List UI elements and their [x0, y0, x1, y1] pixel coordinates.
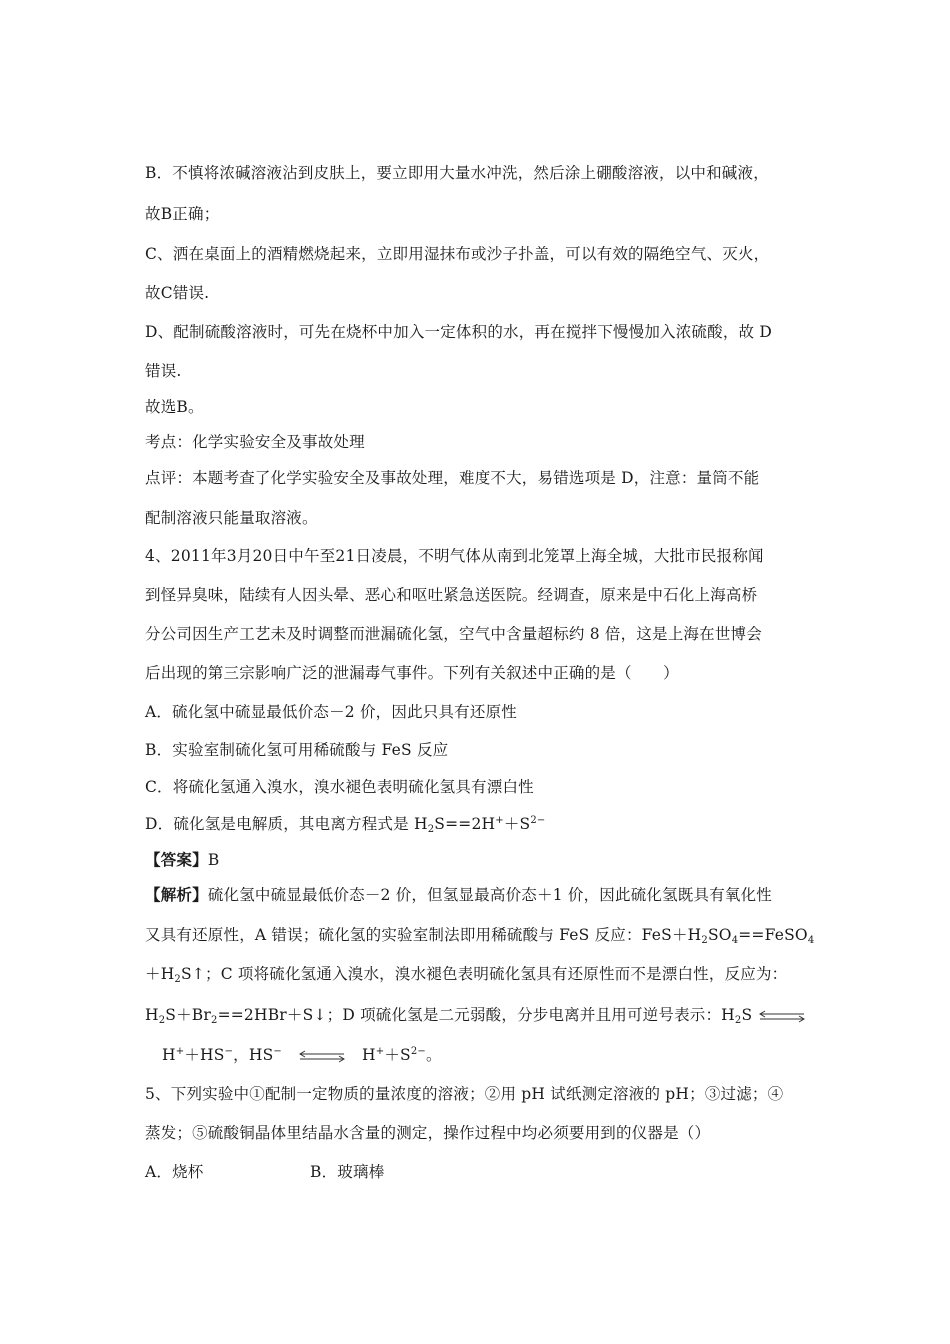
- text-line: 故C错误.: [145, 284, 210, 302]
- option-b: B．玻璃棒: [310, 1163, 385, 1181]
- subscript: 2: [427, 824, 435, 835]
- text-line: 点评：本题考查了化学实验安全及事故处理，难度不大，易错选项是 D，注意：量筒不能: [145, 469, 760, 487]
- analysis-text: ==FeSO: [738, 926, 808, 944]
- answer-label: 【答案】: [145, 850, 208, 869]
- analysis-text: ，HS: [233, 1046, 274, 1064]
- analysis-label: 【解析】: [145, 885, 208, 904]
- superscript: +: [495, 815, 504, 826]
- analysis-line: [145, 1005, 815, 1025]
- analysis-text: H: [162, 1046, 176, 1064]
- subscript: 2: [158, 1015, 166, 1026]
- option-d-text: S==2H: [434, 815, 496, 833]
- analysis-text: ＋HS: [184, 1046, 225, 1064]
- option-d: [145, 814, 815, 834]
- reversible-arrow-icon: [758, 1009, 806, 1023]
- subscript: 2: [734, 1015, 742, 1026]
- question-4-line: 后出现的第三宗影响广泛的泄漏毒气事件。下列有关叙述中正确的是（ ）: [145, 664, 679, 682]
- superscript: +: [375, 1046, 385, 1057]
- question-5-line: 5、下列实验中①配制一定物质的量浓度的溶液；②用 pH 试纸测定溶液的 pH；③过滤；④: [145, 1085, 784, 1103]
- analysis-line: [145, 885, 815, 905]
- analysis-text: 又具有还原性，A 错误；硫化氢的实验室制法即用稀硫酸与 FeS 反应：FeS＋H: [145, 926, 702, 944]
- analysis-text: 。: [426, 1046, 442, 1064]
- question-4-line: 到怪异臭味，陆续有人因头晕、恶心和呕吐紧急送医院。经调查，原来是中石化上海高桥: [145, 586, 758, 604]
- text-line: 配制溶液只能量取溶液。: [145, 509, 318, 527]
- text-line: 考点：化学实验安全及事故处理: [145, 433, 365, 451]
- option-d-text: ＋S: [503, 815, 531, 833]
- analysis-text: ＋S: [384, 1046, 411, 1064]
- question-4-line: 4、2011年3月20日中午至21日凌晨，不明气体从南到北笼罩上海全城，大批市民报称闻: [145, 547, 764, 565]
- subscript: 2: [211, 1015, 218, 1026]
- answer-line: [145, 850, 815, 870]
- analysis-line: [145, 925, 815, 945]
- option-b: B．实验室制硫化氢可用稀硫酸与 FeS 反应: [145, 741, 449, 759]
- analysis-line: [145, 964, 815, 984]
- option-a: A．硫化氢中硫显最低价态－2 价，因此只具有还原性: [145, 703, 517, 721]
- analysis-text: S↑；C 项将硫化氢通入溴水，溴水褪色表明硫化氢具有还原性而不是漂白性，反应为：: [180, 965, 788, 983]
- analysis-text: H: [362, 1046, 376, 1064]
- question-5-options: [145, 1162, 815, 1182]
- question-5-line: 蒸发；⑤硫酸铜晶体里结晶水含量的测定，操作过程中均必须要用到的仪器是（）: [145, 1124, 711, 1142]
- analysis-text: SO: [707, 926, 732, 944]
- text-line: 故选B。: [145, 398, 204, 416]
- analysis-text: H: [145, 1006, 159, 1024]
- answer-value: B: [207, 851, 220, 869]
- text-line: C、洒在桌面上的酒精燃烧起来，立即用湿抹布或沙子扑盖，可以有效的隔绝空气、灭火，: [145, 245, 770, 263]
- superscript: −: [224, 1046, 234, 1057]
- subscript: 4: [807, 935, 815, 946]
- analysis-text: S＋Br: [165, 1006, 211, 1024]
- superscript: 2−: [410, 1046, 426, 1057]
- text-line: B．不慎将浓碱溶液沾到皮肤上，要立即用大量水冲洗，然后涂上硼酸溶液，以中和碱液，: [145, 164, 769, 182]
- text-line: D、配制硫酸溶液时，可先在烧杯中加入一定体积的水，再在搅拌下慢慢加入浓硫酸，故 D: [145, 323, 772, 341]
- reversible-arrow-icon: [298, 1049, 346, 1063]
- superscript: +: [175, 1046, 185, 1057]
- subscript: 2: [701, 935, 708, 946]
- analysis-text: 硫化氢中硫显最低价态－2 价，但氢显最高价态＋1 价，因此硫化氢既具有氧化性: [207, 886, 772, 904]
- text-line: 故B正确；: [145, 205, 220, 223]
- option-d-text: D．硫化氢是电解质，其电离方程式是 H: [145, 815, 428, 833]
- analysis-text: ==2HBr＋S↓；D 项硫化氢是二元弱酸，分步电离并且用可逆号表示：H: [217, 1006, 735, 1024]
- text-line: 错误.: [145, 362, 182, 380]
- superscript: 2−: [530, 815, 546, 826]
- question-4-line: 分公司因生产工艺未及时调整而泄漏硫化氢，空气中含量超标约 8 倍，这是上海在世博会: [145, 625, 762, 643]
- analysis-line: [162, 1045, 832, 1065]
- option-c: C．将硫化氢通入溴水，溴水褪色表明硫化氢具有漂白性: [145, 778, 534, 796]
- subscript: 4: [731, 935, 739, 946]
- analysis-text: S: [741, 1006, 753, 1024]
- subscript: 2: [174, 974, 181, 985]
- option-a: A．烧杯: [145, 1163, 204, 1181]
- analysis-text: ＋H: [145, 965, 175, 983]
- superscript: −: [273, 1046, 282, 1057]
